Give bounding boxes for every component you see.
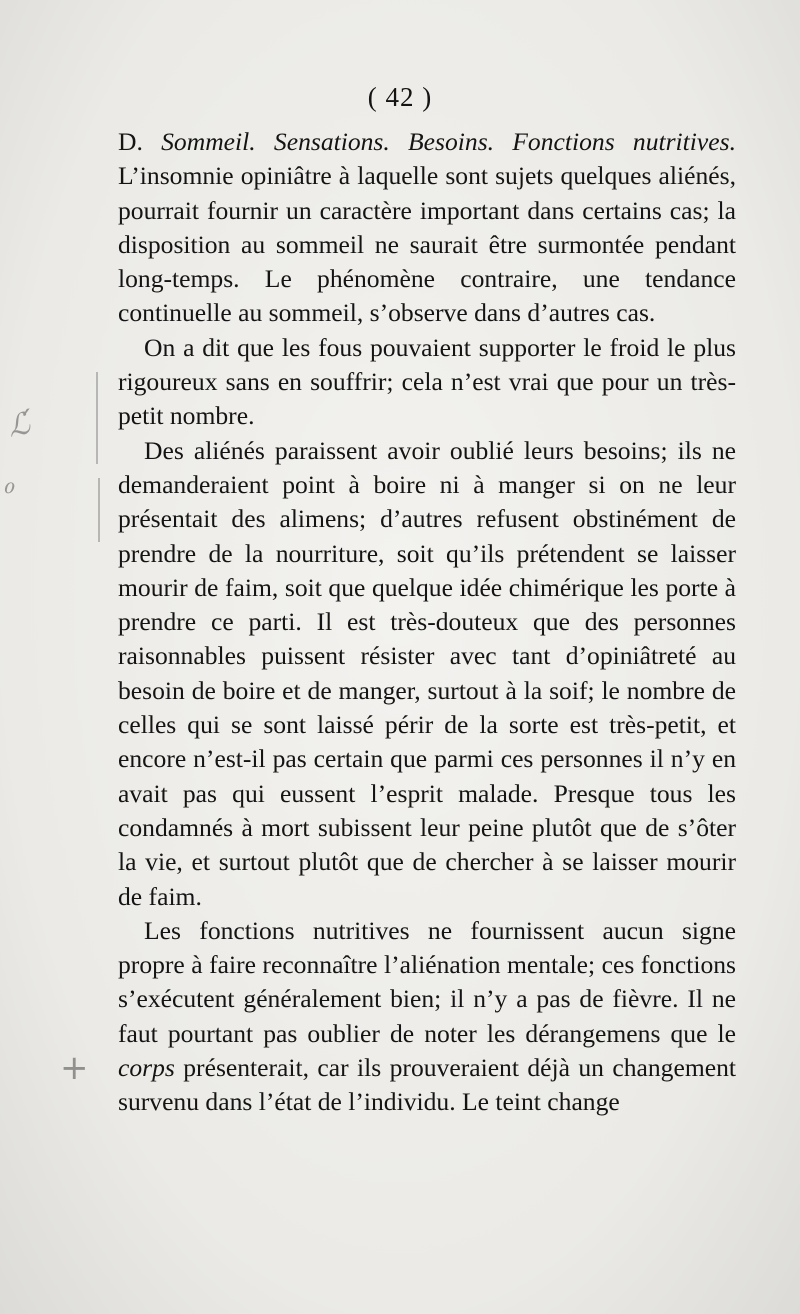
- margin-bracket: [98, 478, 100, 542]
- heading-part: Sommeil.: [161, 127, 256, 156]
- margin-bracket: [96, 372, 98, 464]
- margin-plus-mark: +: [60, 1048, 89, 1088]
- heading-part: Sensations.: [273, 127, 390, 156]
- paragraph: On a dit que les fous pouvaient supporter le froid le plus rigoureux sans en souffrir; cela n’est vrai que pour un très-petit nombre.: [118, 332, 736, 431]
- italic-word: corps: [118, 1053, 175, 1083]
- heading-part: Besoins.: [408, 127, 495, 156]
- marginal-annotation: ℒ́: [4, 406, 34, 445]
- paragraph: Des aliénés paraissent avoir oublié leurs besoins; ils ne demanderaient point à boire ni à manger si on ne leur présentait des alimens; d’autres refusent obstinément de prendre de la nourriture, soit qu’ils prétendent se laisser mourir de faim, soit que quelque idée chimérique les porte à prendre ce parti. Il est très-douteux que des personnes raisonnables puissent résister avec tant d’opiniâtreté au besoin de boire et de manger, surtout à la soif; le nombre de celles qui se sont laissé périr de la sorte est très-petit, et encore n’est-il pas certain que parmi ces personnes il n’y en avait pas qui eussent l’esprit malade. Presque tous les condamnés à mort subissent leur peine plutôt que de s’ôter la vie, et surtout plutôt que de chercher à se laisser mourir de faim.: [118, 435, 736, 911]
- heading-part: Fonctions nutritives.: [512, 127, 736, 156]
- marginal-annotation: ℴ: [0, 469, 17, 501]
- section-letter: D.: [118, 127, 143, 156]
- paragraph-text: Les fonctions nutritives ne fournissent aucun signe propre à faire reconnaître l’aliénation mentale; ces fonctions s’exécutent généralement bien; il n’y a pas de fièvre. Il ne faut pourtant pas oublier de noter les dérangemens que le: [118, 915, 736, 1048]
- paragraph: [118, 914, 736, 1120]
- section-heading: [118, 125, 736, 159]
- paragraph-text: présenterait, car ils prouveraient déjà un changement survenu dans l’état de l’individu. Le teint change: [118, 1053, 736, 1117]
- page-number: ( 42 ): [367, 82, 433, 112]
- paragraph: L’insomnie opiniâtre à laquelle sont sujets quelques aliénés, pourrait fournir un caractère important dans certains cas; la disposition au sommeil ne saurait être surmontée pendant long-temps. Le phénomène contraire, une tendance continuelle au sommeil, s’observe dans d’autres cas.: [118, 161, 736, 328]
- body-text: [118, 125, 736, 1120]
